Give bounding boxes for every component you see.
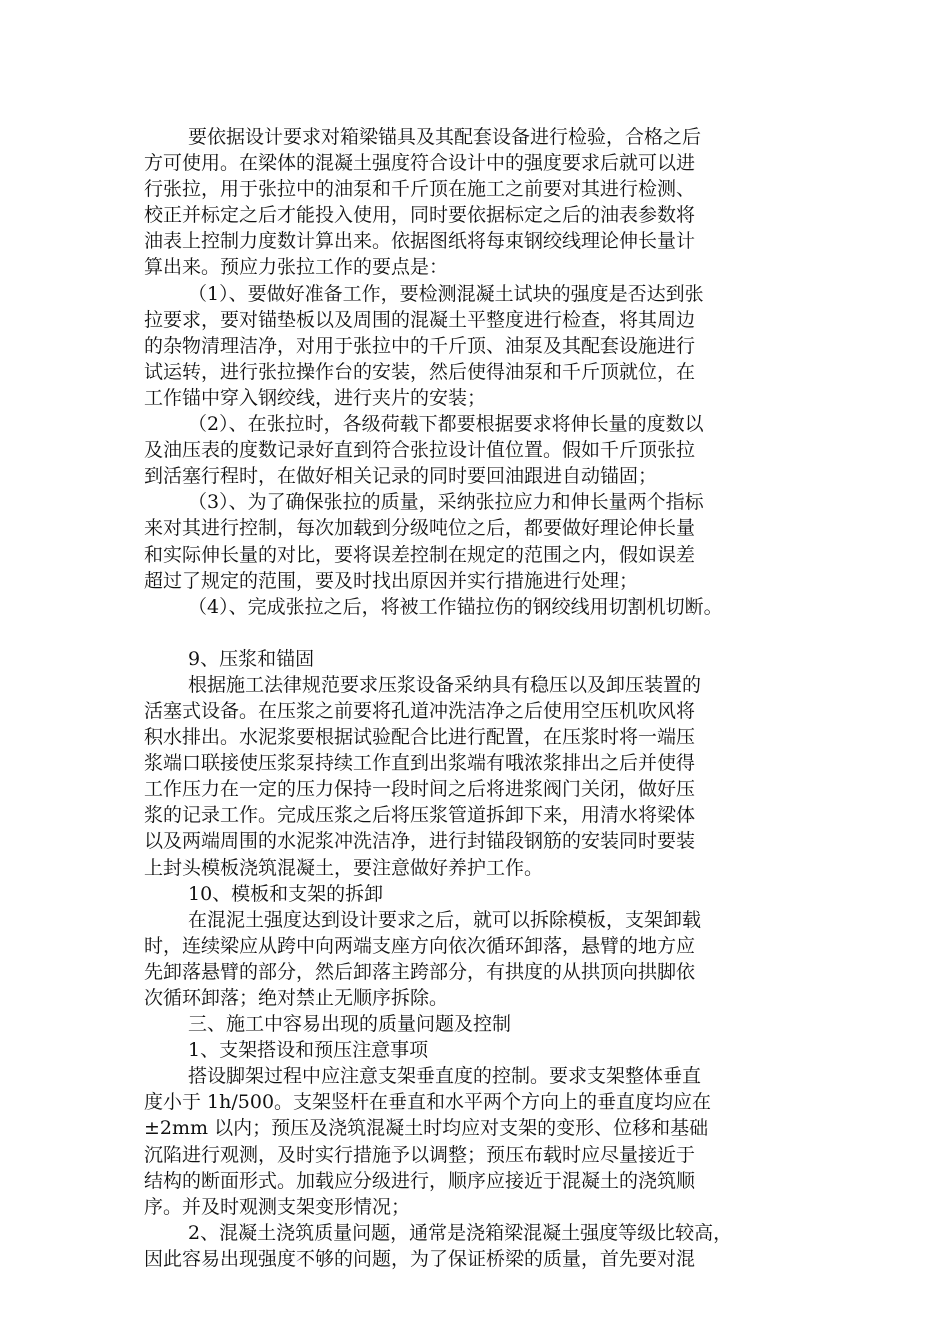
text-line: 因此容易出现强度不够的问题，为了保证桥梁的质量，首先要对混 — [144, 1247, 696, 1270]
text-line: 先卸落悬臂的部分，然后卸落主跨部分，有拱度的从拱顶向拱脚依 — [144, 960, 696, 983]
text-line: （4）、完成张拉之后，将被工作锚拉伤的钢绞线用切割机切断。 — [188, 595, 723, 618]
text-line: 在混泥土强度达到设计要求之后，就可以拆除模板，支架卸载 — [188, 908, 702, 931]
text-line: 拉要求，要对锚垫板以及周围的混凝土平整度进行检查，将其周边 — [144, 308, 696, 331]
text-line: 要依据设计要求对箱梁锚具及其配套设备进行检验，合格之后 — [188, 126, 702, 148]
section-heading: 1、支架搭设和预压注意事项 — [188, 1039, 429, 1062]
text-line: 的杂物清理洁净，对用于张拉中的千斤顶、油泵及其配套设施进行 — [144, 334, 696, 357]
text-line: 工作锚中穿入钢绞线，进行夹片的安装； — [144, 386, 487, 409]
text-line: （3）、为了确保张拉的质量，采纳张拉应力和伸长量两个指标 — [188, 491, 704, 514]
text-line: 积水排出。水泥浆要根据试验配合比进行配置，在压浆时将一端压 — [144, 726, 696, 749]
text-line: 超过了规定的范围，要及时找出原因并实行措施进行处理； — [144, 569, 639, 592]
text-line: 度小于 1h/500。支架竖杆在垂直和水平两个方向上的垂直度均应在 — [144, 1091, 712, 1114]
text-line: 搭设脚架过程中应注意支架垂直度的控制。要求支架整体垂直 — [188, 1065, 702, 1088]
text-line: 油表上控制力度数计算出来。依据图纸将每束钢绞线理论伸长量计 — [144, 230, 696, 253]
section-heading: 9、压浆和锚固 — [188, 647, 315, 670]
paragraph-gap — [144, 620, 824, 646]
text-line: 和实际伸长量的对比，要将误差控制在规定的范围之内，假如误差 — [144, 543, 696, 566]
text-line: 试运转，进行张拉操作台的安装，然后使得油泵和千斤顶就位，在 — [144, 360, 696, 383]
text-line: 方可使用。在梁体的混凝土强度符合设计中的强度要求后就可以进 — [144, 152, 696, 175]
text-line: 算出来。预应力张拉工作的要点是： — [144, 256, 449, 279]
text-line: 2、混凝土浇筑质量问题，通常是浇箱梁混凝土强度等级比较高， — [188, 1221, 733, 1244]
text-line: 活塞式设备。在压浆之前要将孔道冲洗洁净之后使用空压机吹风将 — [144, 699, 696, 722]
text-line: 来对其进行控制，每次加载到分级吨位之后，都要做好理论伸长量 — [144, 517, 696, 540]
document-body — [144, 124, 824, 1272]
section-heading: 10、模板和支架的拆卸 — [188, 882, 384, 905]
text-line: （1）、要做好准备工作，要检测混凝土试块的强度是否达到张 — [188, 282, 704, 305]
text-line: 及油压表的度数记录好直到符合张拉设计值位置。假如千斤顶张拉 — [144, 439, 696, 462]
section-heading: 三、施工中容易出现的质量问题及控制 — [188, 1013, 512, 1036]
text-line: 序。并及时观测支架变形情况； — [144, 1195, 411, 1218]
text-line: 沉陷进行观测，及时实行措施予以调整；预压布载时应尽量接近于 — [144, 1143, 696, 1166]
text-line: 浆的记录工作。完成压浆之后将压浆管道拆卸下来，用清水将梁体 — [144, 804, 696, 827]
text-line: 工作压力在一定的压力保持一段时间之后将进浆阀门关闭，做好压 — [144, 778, 696, 801]
text-line: 时，连续梁应从跨中向两端支座方向依次循环卸落，悬臂的地方应 — [144, 934, 696, 957]
text-line: 到活塞行程时，在做好相关记录的同时要回油跟进自动锚固； — [144, 465, 658, 488]
text-line: 以及两端周围的水泥浆冲洗洁净，进行封锚段钢筋的安装同时要装 — [144, 830, 696, 853]
text-line: 行张拉，用于张拉中的油泵和千斤顶在施工之前要对其进行检测、 — [144, 178, 696, 201]
text-line: 上封头模板浇筑混凝土，要注意做好养护工作。 — [144, 856, 544, 879]
text-line: （2）、在张拉时，各级荷载下都要根据要求将伸长量的度数以 — [188, 413, 704, 436]
text-line: 根据施工法律规范要求压浆设备采纳具有稳压以及卸压装置的 — [188, 673, 702, 696]
text-line: 次循环卸落；绝对禁止无顺序拆除。 — [144, 987, 449, 1009]
text-line: 浆端口联接使压浆泵持续工作直到出浆端有哦浓浆排出之后并使得 — [144, 752, 696, 775]
text-line: ±2mm 以内；预压及浇筑混凝土时均应对支架的变形、位移和基础 — [144, 1117, 709, 1140]
text-line: 结构的断面形式。加载应分级进行，顺序应接近于混凝土的浇筑顺 — [144, 1169, 696, 1192]
text-line: 校正并标定之后才能投入使用，同时要依据标定之后的油表参数将 — [144, 204, 696, 227]
